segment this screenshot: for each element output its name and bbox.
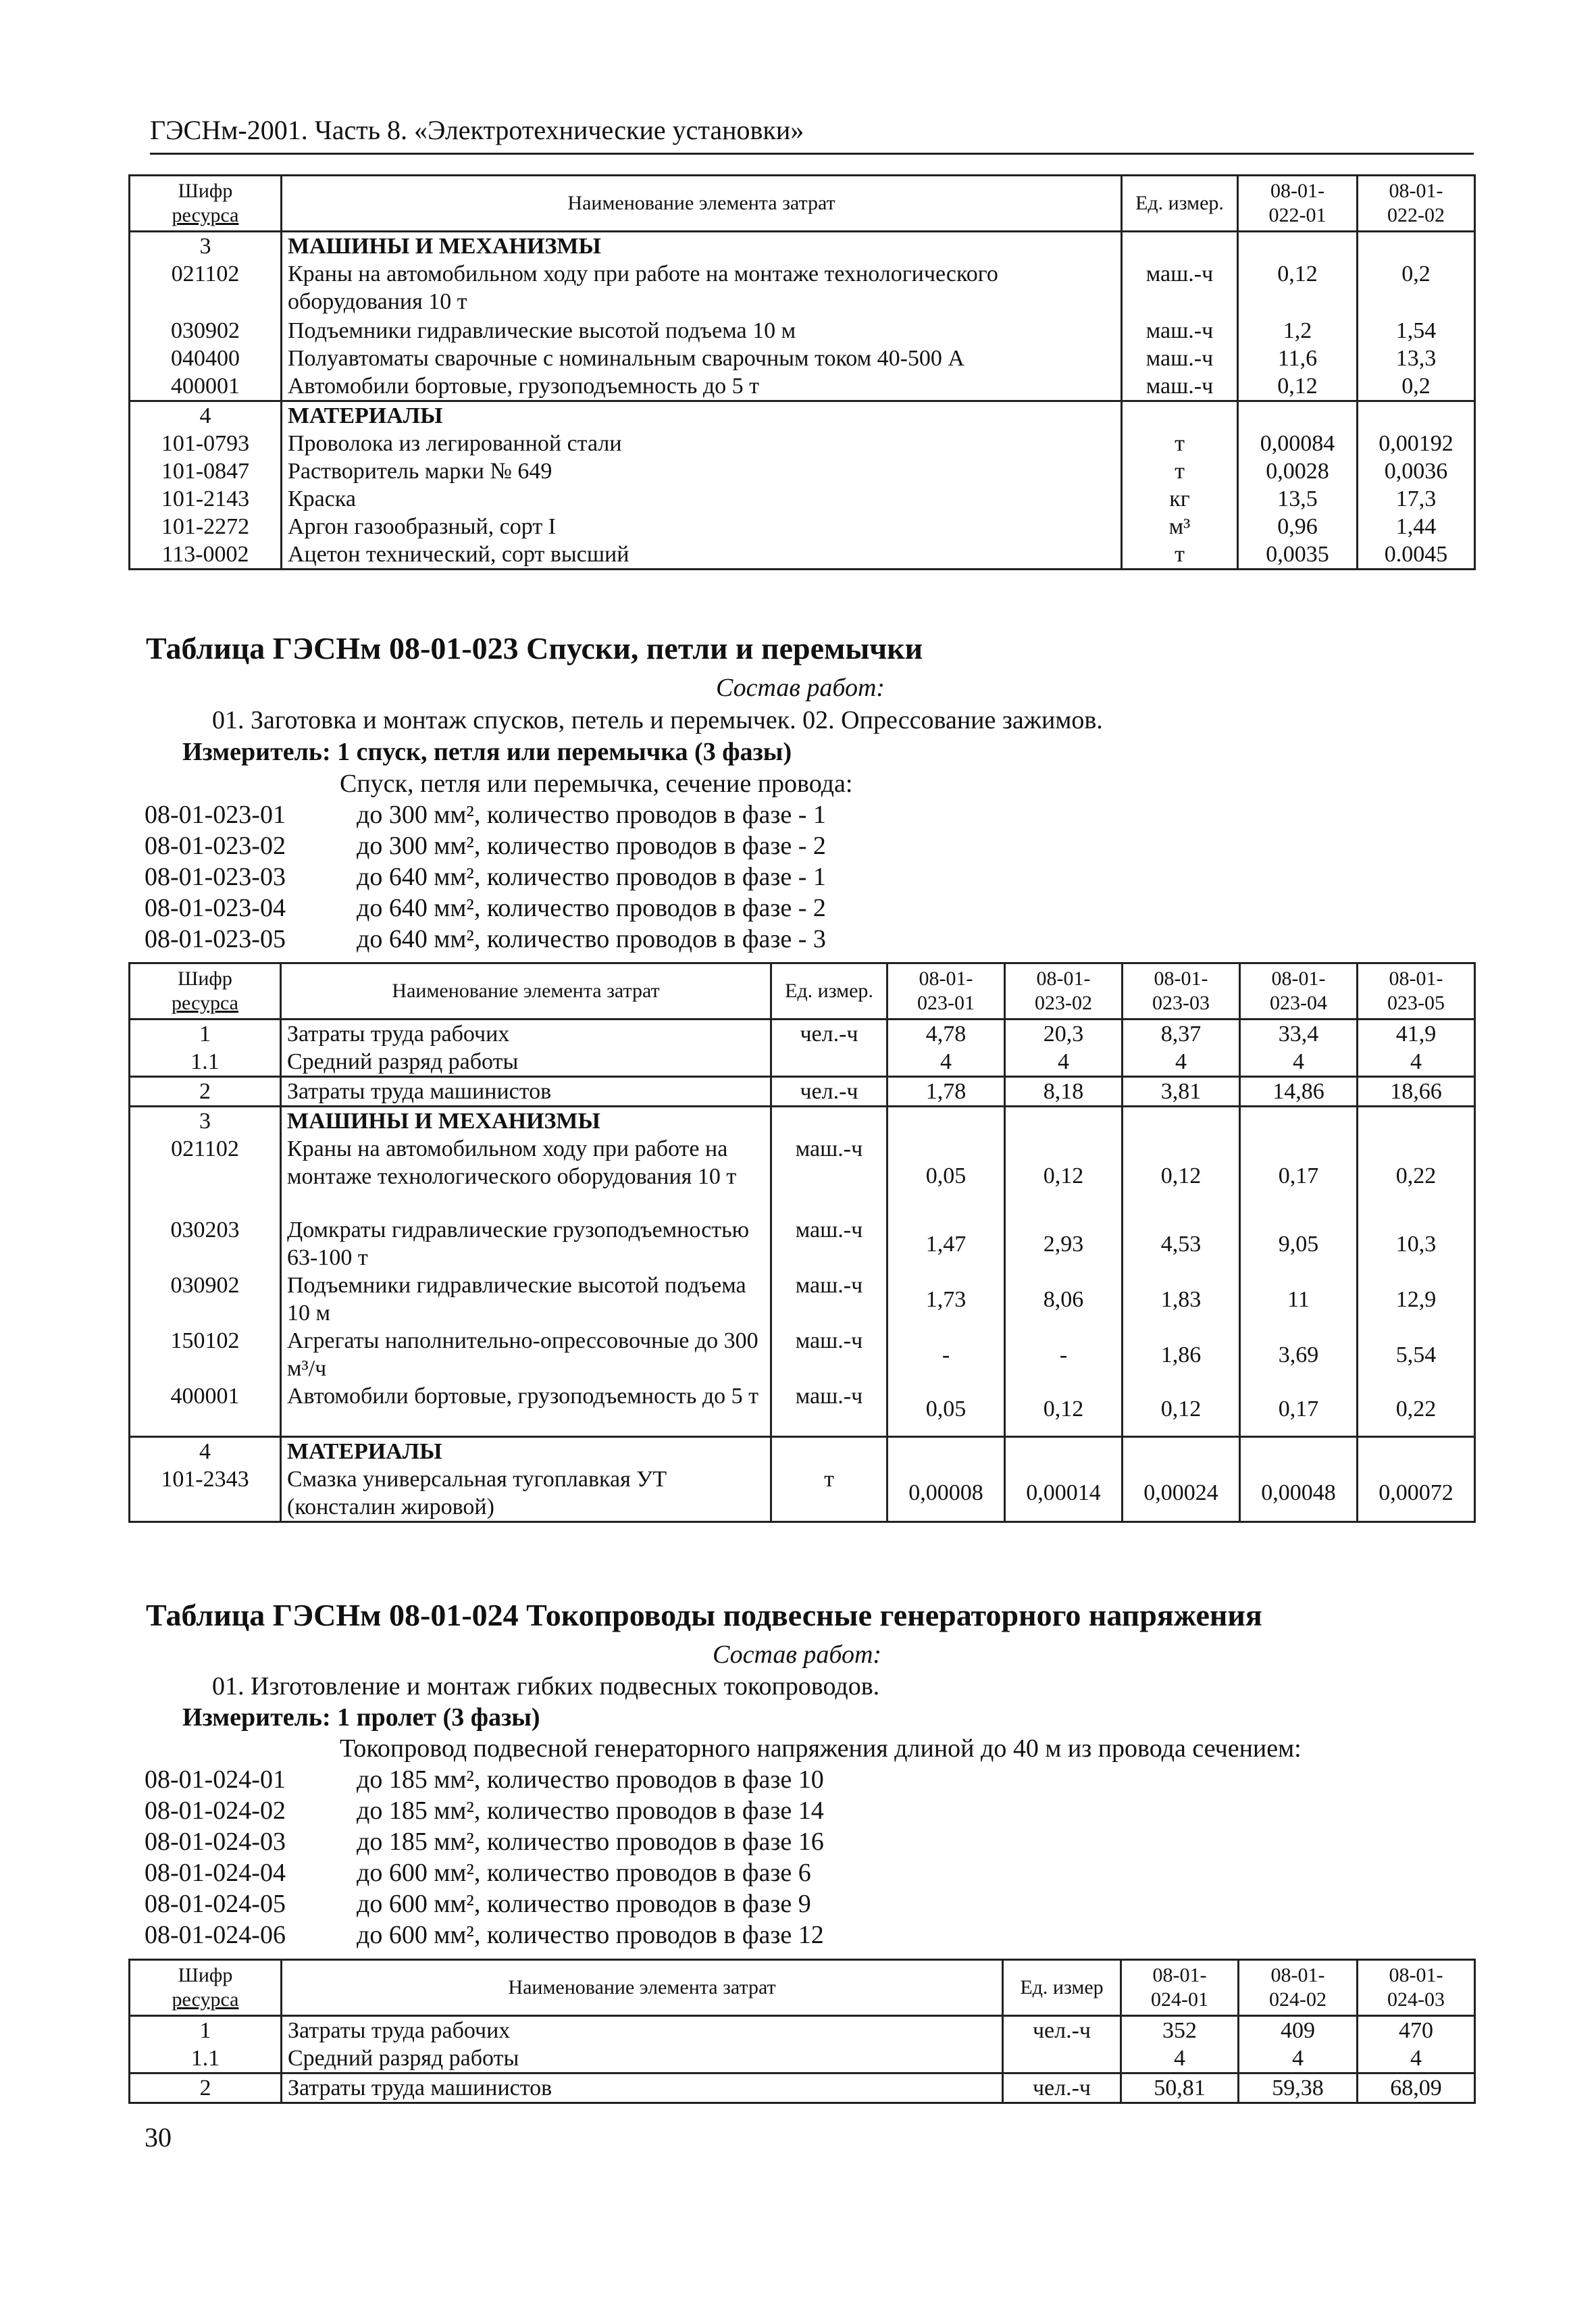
- cell-value: 1,54: [1358, 317, 1475, 345]
- table-row: [130, 457, 1475, 485]
- table-row: [130, 260, 1475, 317]
- cell-value: 50,81: [1121, 2073, 1239, 2103]
- norm-code: 08-01-024-04: [145, 1859, 286, 1887]
- cell-code: 3: [130, 232, 282, 261]
- code-list-item: [145, 861, 826, 892]
- cell-name: Затраты труда машинистов: [281, 1077, 771, 1107]
- cell-code: 113-0002: [130, 540, 282, 570]
- cell-value: 0,00008: [887, 1465, 1005, 1522]
- table-row: [130, 430, 1475, 457]
- cell-unit: маш.-ч: [1122, 317, 1238, 345]
- cell-code: 150102: [130, 1327, 281, 1382]
- cell-value: [1123, 1436, 1240, 1465]
- cell-unit: [771, 1048, 887, 1077]
- cell-unit: маш.-ч: [771, 1135, 887, 1216]
- cell-value: 3,81: [1123, 1077, 1240, 1107]
- col-header-code: Шифр ресурса: [130, 963, 281, 1020]
- cell-code: 400001: [130, 1382, 281, 1436]
- code-list-item: [145, 1857, 824, 1888]
- cell-value: 41,9: [1358, 1020, 1475, 1049]
- cell-value: 12,9: [1358, 1272, 1475, 1327]
- col-header-name: Наименование элемента затрат: [282, 176, 1122, 232]
- norm-code: 08-01-024-02: [145, 1796, 286, 1825]
- cell-value: [1238, 401, 1358, 430]
- cell-value: 10,3: [1358, 1216, 1475, 1272]
- cell-value: [887, 1107, 1005, 1136]
- table-row: [130, 485, 1475, 513]
- cell-unit: маш.-ч: [1122, 345, 1238, 372]
- table-row: [130, 1272, 1475, 1327]
- cell-value: 20,3: [1005, 1020, 1123, 1049]
- cell-code: 021102: [130, 1135, 281, 1216]
- table-row: [130, 1135, 1475, 1216]
- cell-code: 101-2143: [130, 485, 282, 513]
- cell-name: МАТЕРИАЛЫ: [282, 401, 1122, 430]
- cell-value: 13,5: [1238, 485, 1358, 513]
- code-list-item: [145, 830, 826, 861]
- col-header-norm: 08-01- 023-01: [887, 963, 1005, 1020]
- works-text-023: 01. Заготовка и монтаж спусков, петель и перемычек. 02. Опрессование зажимов.: [212, 706, 1103, 734]
- meter-text-024: Измеритель: 1 пролет (3 фазы): [182, 1703, 540, 1732]
- cell-code: 1.1: [130, 1048, 281, 1077]
- resource-table-022: [128, 174, 1476, 570]
- cell-value: [1358, 1436, 1475, 1465]
- table-row: [130, 1465, 1475, 1522]
- col-header-norm: 08-01- 023-03: [1123, 963, 1240, 1020]
- cell-unit: [1003, 2044, 1121, 2073]
- cell-name: Агрегаты наполнительно-опрессовочные до 300 м³/ч: [281, 1327, 771, 1382]
- cell-value: 1,78: [887, 1077, 1005, 1107]
- cell-value: 1,73: [887, 1272, 1005, 1327]
- cell-value: 4: [1005, 1048, 1123, 1077]
- cell-value: 33,4: [1240, 1020, 1358, 1049]
- col-header-unit: Ед. измер.: [1122, 176, 1238, 232]
- cell-unit: маш.-ч: [1122, 372, 1238, 401]
- cell-value: 1,86: [1123, 1327, 1240, 1382]
- cell-code: 3: [130, 1107, 281, 1136]
- cell-value: 470: [1358, 2016, 1475, 2045]
- cell-name: Аргон газообразный, сорт I: [282, 513, 1122, 540]
- norm-code: 08-01-024-06: [145, 1921, 286, 1949]
- cell-value: 11,6: [1238, 345, 1358, 372]
- cell-code: 101-2272: [130, 513, 282, 540]
- cell-value: 0,2: [1358, 372, 1475, 401]
- col-header-norm: 08-01- 023-02: [1005, 963, 1123, 1020]
- cell-value: 0,17: [1240, 1382, 1358, 1436]
- cell-code: 101-0793: [130, 430, 282, 457]
- cell-value: 4: [1123, 1048, 1240, 1077]
- cell-unit: т: [1122, 430, 1238, 457]
- cell-unit: т: [1122, 457, 1238, 485]
- group-row: [130, 1107, 1475, 1136]
- page-number: 30: [145, 2122, 172, 2153]
- norm-code: 08-01-023-02: [145, 832, 286, 860]
- cell-unit: чел.-ч: [771, 1020, 887, 1049]
- intro-text-023: Спуск, петля или перемычка, сечение провода:: [340, 770, 853, 798]
- cell-value: 0,12: [1238, 260, 1358, 317]
- table-row: [130, 1048, 1475, 1077]
- cell-unit: чел.-ч: [1003, 2073, 1121, 2103]
- cell-name: Автомобили бортовые, грузоподъемность до 5 т: [281, 1382, 771, 1436]
- table-row: [130, 372, 1475, 401]
- col-header-norm: 08-01- 024-01: [1121, 1960, 1239, 2016]
- cell-value: 4,53: [1123, 1216, 1240, 1272]
- table-row: [130, 540, 1475, 570]
- cell-value: 0,05: [887, 1382, 1005, 1436]
- cell-unit: чел.-ч: [771, 1077, 887, 1107]
- cell-unit: маш.-ч: [771, 1272, 887, 1327]
- cell-value: 0,12: [1005, 1382, 1123, 1436]
- cell-value: [1005, 1107, 1123, 1136]
- cell-value: 409: [1239, 2016, 1358, 2045]
- cell-unit: маш.-ч: [771, 1216, 887, 1272]
- cell-code: 021102: [130, 260, 282, 317]
- cell-unit: чел.-ч: [1003, 2016, 1121, 2045]
- cell-value: 18,66: [1358, 1077, 1475, 1107]
- cell-name: Ацетон технический, сорт высший: [282, 540, 1122, 570]
- cell-unit: т: [771, 1465, 887, 1522]
- cell-value: [1358, 401, 1475, 430]
- code-list-item: [145, 1919, 824, 1951]
- code-list-item: [145, 799, 826, 830]
- cell-value: 4,78: [887, 1020, 1005, 1049]
- resource-table-023: [128, 962, 1476, 1523]
- cell-value: 0,00084: [1238, 430, 1358, 457]
- cell-name: Домкраты гидравлические грузоподъемностью 63-100 т: [281, 1216, 771, 1272]
- cell-unit: маш.-ч: [771, 1382, 887, 1436]
- cell-unit: маш.-ч: [771, 1327, 887, 1382]
- cell-value: 0,12: [1005, 1135, 1123, 1216]
- cell-value: 5,54: [1358, 1327, 1475, 1382]
- cell-value: -: [1005, 1327, 1123, 1382]
- cell-code: 030203: [130, 1216, 281, 1272]
- cell-value: [1358, 232, 1475, 261]
- cell-value: 0,22: [1358, 1135, 1475, 1216]
- resource-table-024: [128, 1959, 1476, 2104]
- norm-description: до 185 мм², количество проводов в фазе 10: [357, 1765, 824, 1794]
- cell-name: МАШИНЫ И МЕХАНИЗМЫ: [281, 1107, 771, 1136]
- table-row: [130, 1216, 1475, 1272]
- norm-description: до 300 мм², количество проводов в фазе - 2: [357, 832, 826, 860]
- meter-text-023: Измеритель: 1 спуск, петля или перемычка (3 фазы): [182, 738, 792, 766]
- cell-code: 2: [130, 1077, 281, 1107]
- cell-value: 4: [887, 1048, 1005, 1077]
- cell-code: 1: [130, 1020, 281, 1049]
- cell-code: 040400: [130, 345, 282, 372]
- norm-description: до 185 мм², количество проводов в фазе 14: [357, 1796, 824, 1825]
- cell-name: Краны на автомобильном ходу при работе на монтаже технологического оборудования 10 т: [281, 1135, 771, 1216]
- cell-value: 4: [1358, 2044, 1475, 2073]
- cell-value: 352: [1121, 2016, 1239, 2045]
- cell-value: 0,0036: [1358, 457, 1475, 485]
- running-header: ГЭСНм-2001. Часть 8. «Электротехнические установки»: [150, 114, 1474, 155]
- section-title-023: Таблица ГЭСНм 08-01-023 Спуски, петли и перемычки: [146, 631, 923, 665]
- group-row: [130, 1436, 1475, 1465]
- cell-name: Затраты труда рабочих: [282, 2016, 1003, 2045]
- code-list-item: [145, 892, 826, 924]
- cell-value: 0,00048: [1240, 1465, 1358, 1522]
- norm-code: 08-01-023-03: [145, 863, 286, 891]
- norm-description: до 640 мм², количество проводов в фазе - 3: [357, 925, 826, 953]
- cell-value: [1240, 1436, 1358, 1465]
- cell-code: 101-0847: [130, 457, 282, 485]
- cell-value: 0,96: [1238, 513, 1358, 540]
- cell-name: Подъемники гидравлические высотой подъема 10 м: [282, 317, 1122, 345]
- cell-unit: т: [1122, 540, 1238, 570]
- cell-value: [1358, 1107, 1475, 1136]
- cell-value: [1240, 1107, 1358, 1136]
- cell-value: 13,3: [1358, 345, 1475, 372]
- cell-name: Смазка универсальная тугоплавкая УТ (консталин жировой): [281, 1465, 771, 1522]
- cell-unit: маш.-ч: [1122, 260, 1238, 317]
- col-header-norm: 08-01- 022-01: [1238, 176, 1358, 232]
- cell-code: 2: [130, 2073, 282, 2103]
- norm-code: 08-01-023-01: [145, 801, 286, 829]
- cell-name: Затраты труда машинистов: [282, 2073, 1003, 2103]
- col-header-unit: Ед. измер.: [771, 963, 887, 1020]
- cell-name: Затраты труда рабочих: [281, 1020, 771, 1049]
- norm-description: до 640 мм², количество проводов в фазе - 2: [357, 894, 826, 922]
- cell-value: 59,38: [1239, 2073, 1358, 2103]
- cell-name: Полуавтоматы сварочные с номинальным сварочным током 40-500 А: [282, 345, 1122, 372]
- intro-text-024: Токопровод подвесной генераторного напряжения длиной до 40 м из провода сечением:: [340, 1734, 1302, 1763]
- group-row: [130, 401, 1475, 430]
- norm-description: до 600 мм², количество проводов в фазе 9: [357, 1890, 811, 1918]
- cell-name: Проволока из легированной стали: [282, 430, 1122, 457]
- section-title-024: Таблица ГЭСНм 08-01-024 Токопроводы подвесные генераторного напряжения: [146, 1598, 1262, 1632]
- cell-value: 8,37: [1123, 1020, 1240, 1049]
- cell-value: 0,00072: [1358, 1465, 1475, 1522]
- table-row: [130, 513, 1475, 540]
- cell-name: Растворитель марки № 649: [282, 457, 1122, 485]
- cell-value: 1,44: [1358, 513, 1475, 540]
- cell-code: 4: [130, 401, 282, 430]
- table-header-row: [130, 963, 1475, 1020]
- col-header-norm: 08-01- 023-05: [1358, 963, 1475, 1020]
- col-header-norm: 08-01- 022-02: [1358, 176, 1475, 232]
- cell-name: Подъемники гидравлические высотой подъема 10 м: [281, 1272, 771, 1327]
- cell-name: Автомобили бортовые, грузоподъемность до 5 т: [282, 372, 1122, 401]
- cell-value: -: [887, 1327, 1005, 1382]
- cell-value: 4: [1239, 2044, 1358, 2073]
- cell-name: МАТЕРИАЛЫ: [281, 1436, 771, 1465]
- cell-value: 0,17: [1240, 1135, 1358, 1216]
- code-list-024: [145, 1764, 824, 1951]
- cell-name: Средний разряд работы: [281, 1048, 771, 1077]
- cell-value: 17,3: [1358, 485, 1475, 513]
- norm-code: 08-01-024-05: [145, 1890, 286, 1918]
- cell-value: 0,00024: [1123, 1465, 1240, 1522]
- cell-unit: м³: [1122, 513, 1238, 540]
- cell-value: 1,2: [1238, 317, 1358, 345]
- cell-value: 1,47: [887, 1216, 1005, 1272]
- cell-value: 0.0045: [1358, 540, 1475, 570]
- cell-value: 0,00192: [1358, 430, 1475, 457]
- cell-value: [1238, 232, 1358, 261]
- norm-description: до 300 мм², количество проводов в фазе - 1: [357, 801, 826, 829]
- cell-value: 0,12: [1238, 372, 1358, 401]
- cell-value: [1005, 1436, 1123, 1465]
- table-row: [130, 1020, 1475, 1049]
- code-list-item: [145, 924, 826, 955]
- cell-value: 2,93: [1005, 1216, 1123, 1272]
- cell-unit: кг: [1122, 485, 1238, 513]
- cell-code: 1: [130, 2016, 282, 2045]
- norm-description: до 640 мм², количество проводов в фазе - 1: [357, 863, 826, 891]
- col-header-norm: 08-01- 023-04: [1240, 963, 1358, 1020]
- cell-value: 0,0028: [1238, 457, 1358, 485]
- cell-value: 8,18: [1005, 1077, 1123, 1107]
- norm-description: до 185 мм², количество проводов в фазе 16: [357, 1828, 824, 1856]
- cell-value: 14,86: [1240, 1077, 1358, 1107]
- cell-value: 0,05: [887, 1135, 1005, 1216]
- norm-code: 08-01-024-01: [145, 1765, 286, 1794]
- col-header-norm: 08-01- 024-02: [1239, 1960, 1358, 2016]
- cell-unit: [1122, 401, 1238, 430]
- cell-code: 1.1: [130, 2044, 282, 2073]
- cell-value: 68,09: [1358, 2073, 1475, 2103]
- col-header-unit: Ед. измер: [1003, 1960, 1121, 2016]
- table-row: [130, 2073, 1475, 2103]
- cell-unit: [771, 1107, 887, 1136]
- code-list-item: [145, 1826, 824, 1857]
- code-list-item: [145, 1764, 824, 1795]
- cell-value: 0,12: [1123, 1382, 1240, 1436]
- cell-unit: [1122, 232, 1238, 261]
- norm-description: до 600 мм², количество проводов в фазе 12: [357, 1921, 824, 1949]
- works-text-024: 01. Изготовление и монтаж гибких подвесных токопроводов.: [212, 1672, 880, 1701]
- cell-unit: [771, 1436, 887, 1465]
- cell-value: [887, 1436, 1005, 1465]
- norm-code: 08-01-023-05: [145, 925, 286, 953]
- table-row: [130, 1077, 1475, 1107]
- table-header-row: [130, 1960, 1475, 2016]
- cell-value: 0,2: [1358, 260, 1475, 317]
- cell-value: 1,83: [1123, 1272, 1240, 1327]
- cell-code: 400001: [130, 372, 282, 401]
- norm-code: 08-01-023-04: [145, 894, 286, 922]
- cell-value: 0,00014: [1005, 1465, 1123, 1522]
- cell-value: 4: [1121, 2044, 1239, 2073]
- cell-name: Краска: [282, 485, 1122, 513]
- cell-code: 030902: [130, 317, 282, 345]
- col-header-name: Наименование элемента затрат: [281, 963, 771, 1020]
- cell-value: 8,06: [1005, 1272, 1123, 1327]
- table-row: [130, 345, 1475, 372]
- col-header-name: Наименование элемента затрат: [282, 1960, 1003, 2016]
- col-header-code: Шифр ресурса: [130, 176, 282, 232]
- cell-value: 0,12: [1123, 1135, 1240, 1216]
- table-row: [130, 317, 1475, 345]
- composition-label-024: Состав работ:: [713, 1640, 882, 1669]
- cell-value: [1123, 1107, 1240, 1136]
- cell-value: 0,22: [1358, 1382, 1475, 1436]
- cell-code: 101-2343: [130, 1465, 281, 1522]
- cell-value: 9,05: [1240, 1216, 1358, 1272]
- cell-value: 11: [1240, 1272, 1358, 1327]
- norm-description: до 600 мм², количество проводов в фазе 6: [357, 1859, 811, 1887]
- cell-code: 030902: [130, 1272, 281, 1327]
- table-row: [130, 2016, 1475, 2045]
- code-list-item: [145, 1888, 824, 1919]
- code-list-item: [145, 1795, 824, 1826]
- cell-name: МАШИНЫ И МЕХАНИЗМЫ: [282, 232, 1122, 261]
- cell-value: 4: [1358, 1048, 1475, 1077]
- norm-code: 08-01-024-03: [145, 1828, 286, 1856]
- table-row: [130, 1382, 1475, 1436]
- table-header-row: [130, 176, 1475, 232]
- table-row: [130, 1327, 1475, 1382]
- composition-label-023: Состав работ:: [716, 674, 885, 702]
- cell-code: 4: [130, 1436, 281, 1465]
- cell-value: 3,69: [1240, 1327, 1358, 1382]
- table-row: [130, 2044, 1475, 2073]
- cell-name: Средний разряд работы: [282, 2044, 1003, 2073]
- cell-value: 0,0035: [1238, 540, 1358, 570]
- cell-name: Краны на автомобильном ходу при работе на монтаже технологического оборудования 10 т: [282, 260, 1122, 317]
- group-row: [130, 232, 1475, 261]
- col-header-code: Шифр ресурса: [130, 1960, 282, 2016]
- cell-value: 4: [1240, 1048, 1358, 1077]
- col-header-norm: 08-01- 024-03: [1358, 1960, 1475, 2016]
- code-list-023: [145, 799, 826, 955]
